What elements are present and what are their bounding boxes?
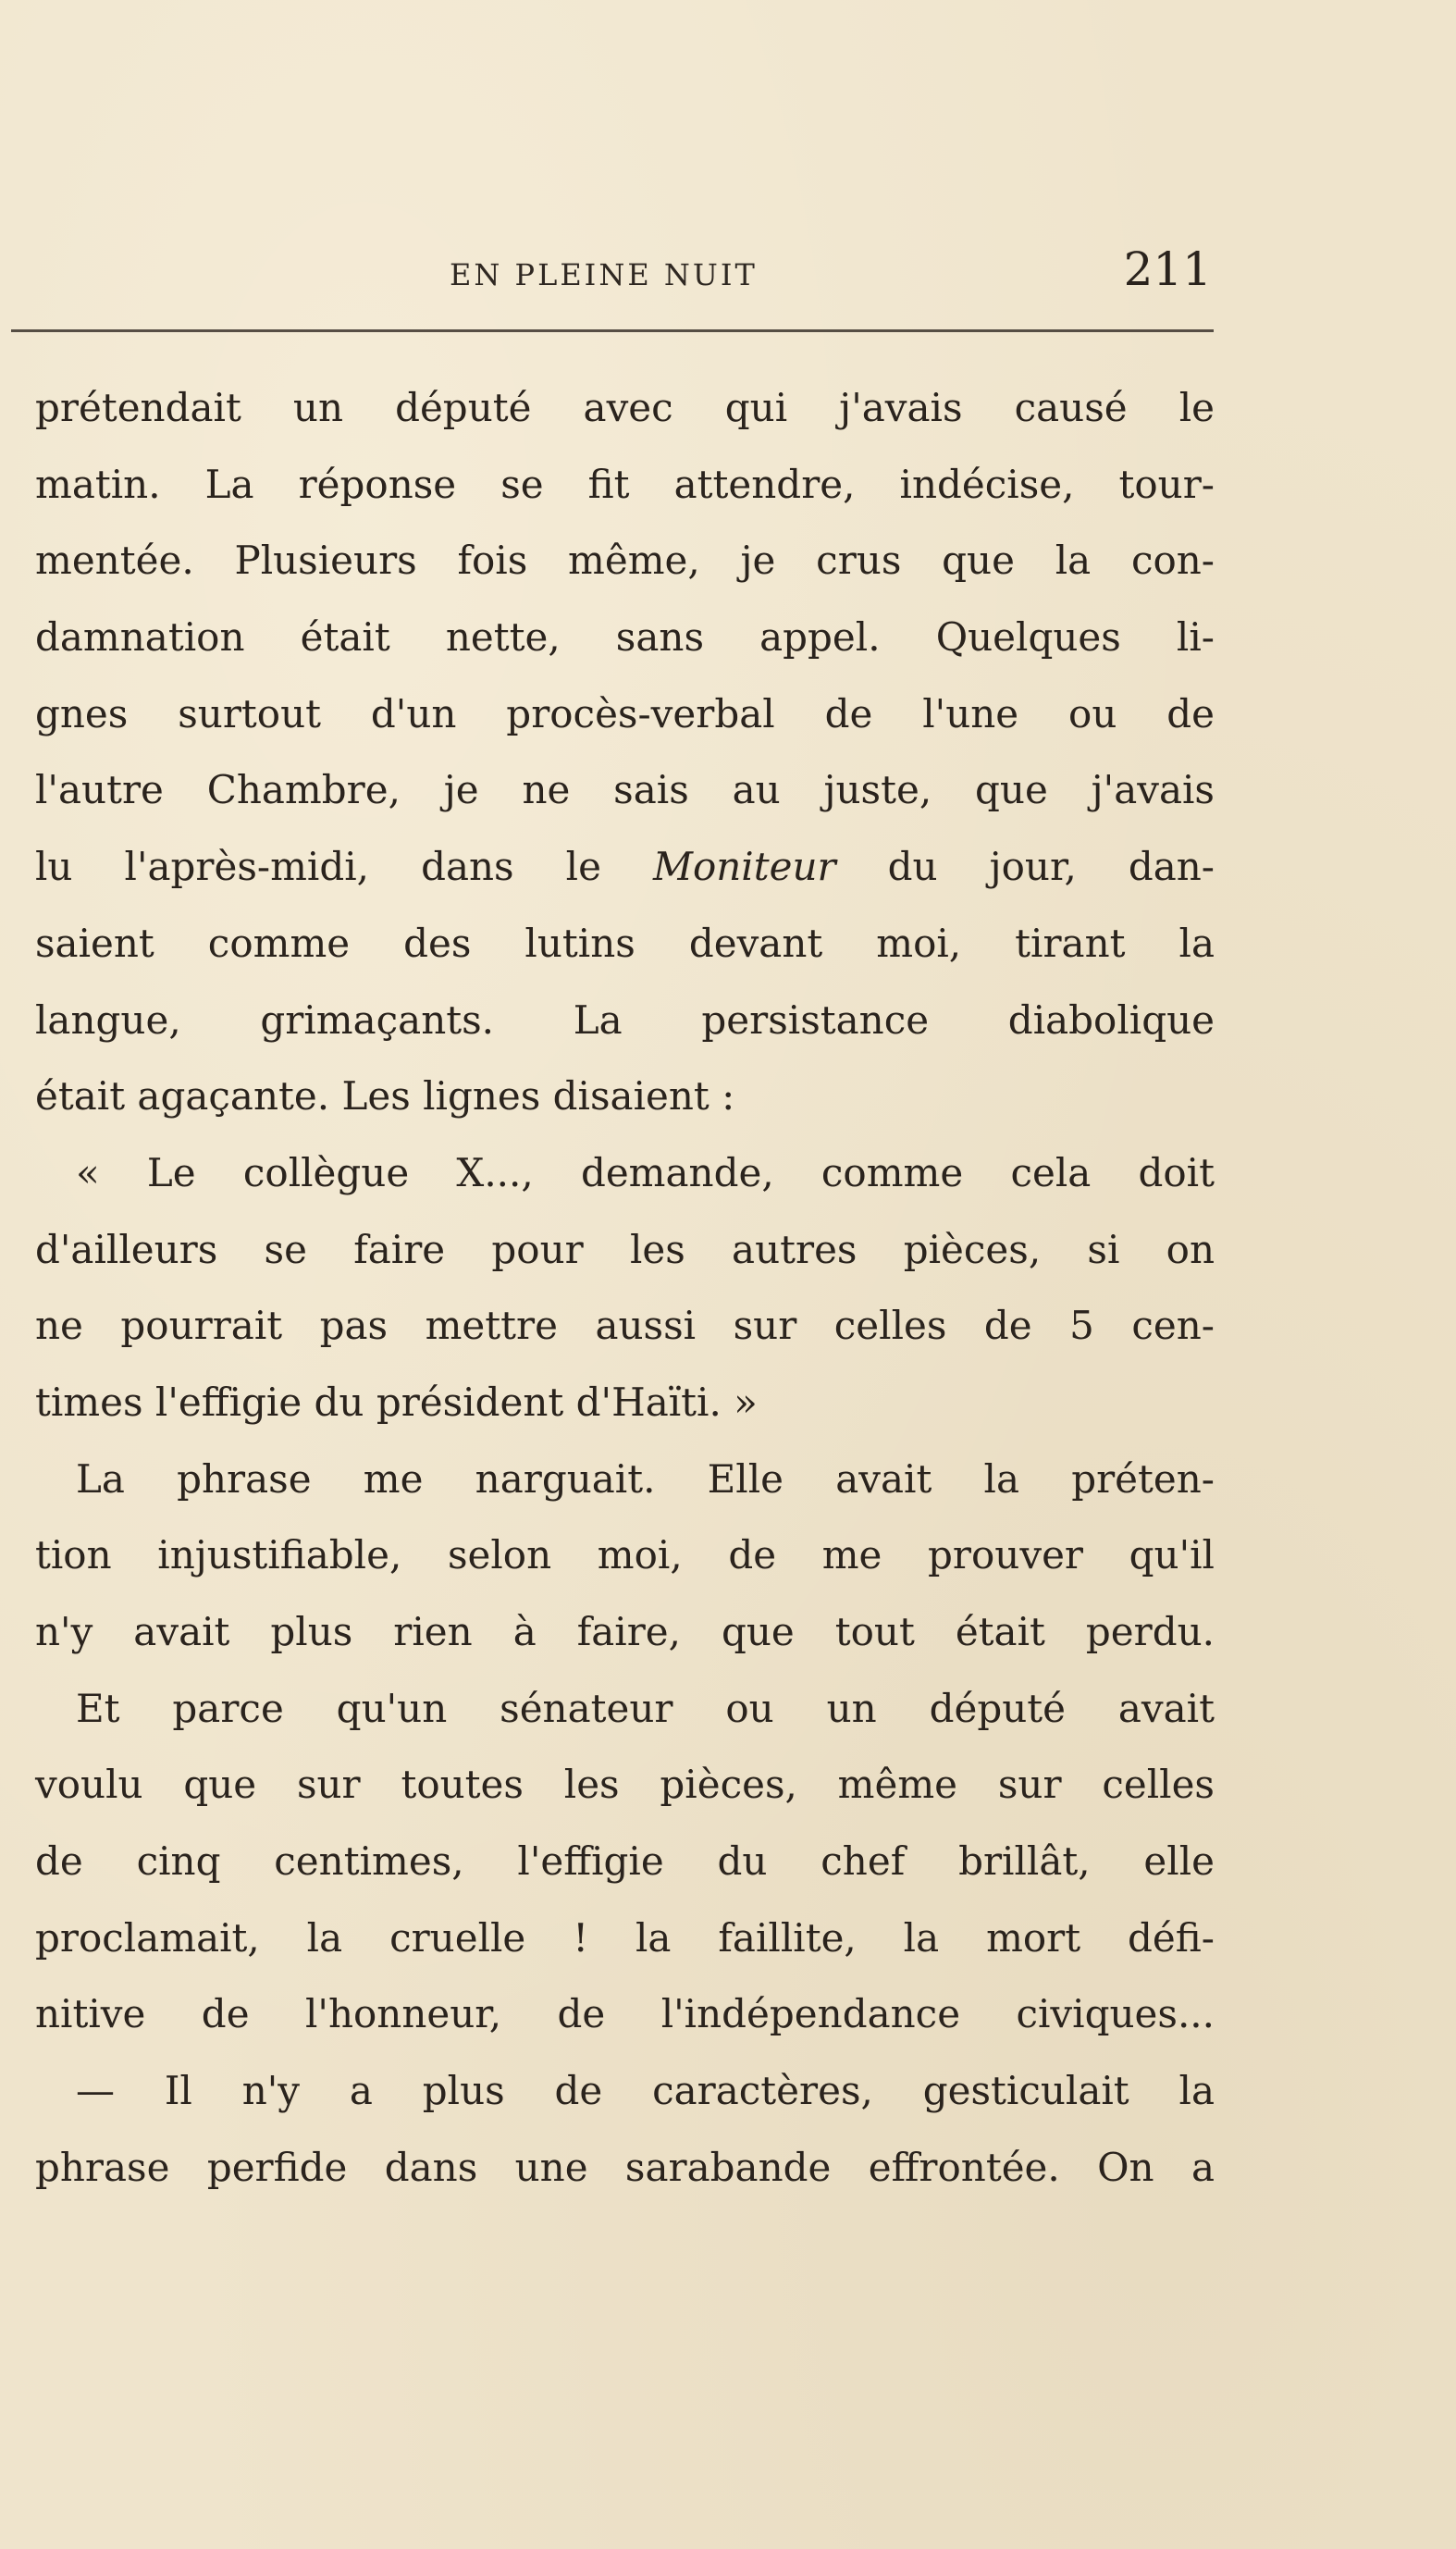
text-line: saient comme des lutins devant moi, tirant la xyxy=(35,920,1215,966)
text-line: était agaçante. Les lignes disaient : xyxy=(35,1073,735,1120)
text-line: — Il n'y a plus de caractères, gesticulait la xyxy=(76,2068,1215,2114)
text-line: tion injustifiable, selon moi, de me prouver qu'il xyxy=(35,1532,1215,1578)
text-line: La phrase me narguait. Elle avait la préten- xyxy=(76,1455,1215,1502)
text-line: times l'effigie du président d'Haïti. » xyxy=(35,1379,758,1425)
text-line: ne pourrait pas mettre aussi sur celles de 5 cen- xyxy=(35,1303,1215,1349)
text-line: Et parce qu'un sénateur ou un député avait xyxy=(76,1685,1215,1731)
text-line: mentée. Plusieurs fois même, je crus que la con- xyxy=(35,538,1215,584)
body-text xyxy=(35,370,1215,2207)
text-line: « Le collègue X..., demande, comme cela doit xyxy=(76,1149,1215,1195)
text-line: voulu que sur toutes les pièces, même sur celles xyxy=(35,1762,1215,1808)
text-line: l'autre Chambre, je ne sais au juste, que j'avais xyxy=(35,767,1215,813)
text-line: gnes surtout d'un procès-verbal de l'une ou de xyxy=(35,690,1215,736)
text-line: phrase perfide dans une sarabande effrontée. On a xyxy=(35,2144,1215,2190)
text-line: proclamait, la cruelle ! la faillite, la mort défi- xyxy=(35,1914,1215,1961)
text-line: lu l'après-midi, dans le Moniteur du jour, dan- xyxy=(35,844,1215,890)
running-head xyxy=(28,242,1212,307)
running-title: EN PLEINE NUIT xyxy=(450,257,758,292)
text-line: prétendait un député avec qui j'avais causé le xyxy=(35,385,1215,430)
text-line: n'y avait plus rien à faire, que tout était perdu. xyxy=(35,1609,1215,1654)
text-line: langue, grimaçants. La persistance diabolique xyxy=(35,996,1215,1043)
text-line: d'ailleurs se faire pour les autres pièces, si on xyxy=(35,1226,1215,1272)
text-line: de cinq centimes, l'effigie du chef brillât, elle xyxy=(35,1838,1215,1885)
text-line: matin. La réponse se fit attendre, indécise, tour- xyxy=(35,461,1215,507)
text-line: damnation était nette, sans appel. Quelques li- xyxy=(35,614,1215,661)
text-line: nitive de l'honneur, de l'indépendance civiques... xyxy=(35,1991,1215,2037)
header-rule xyxy=(11,329,1214,332)
page-number: 211 xyxy=(1123,242,1212,296)
newspaper-title: Moniteur xyxy=(652,844,836,890)
